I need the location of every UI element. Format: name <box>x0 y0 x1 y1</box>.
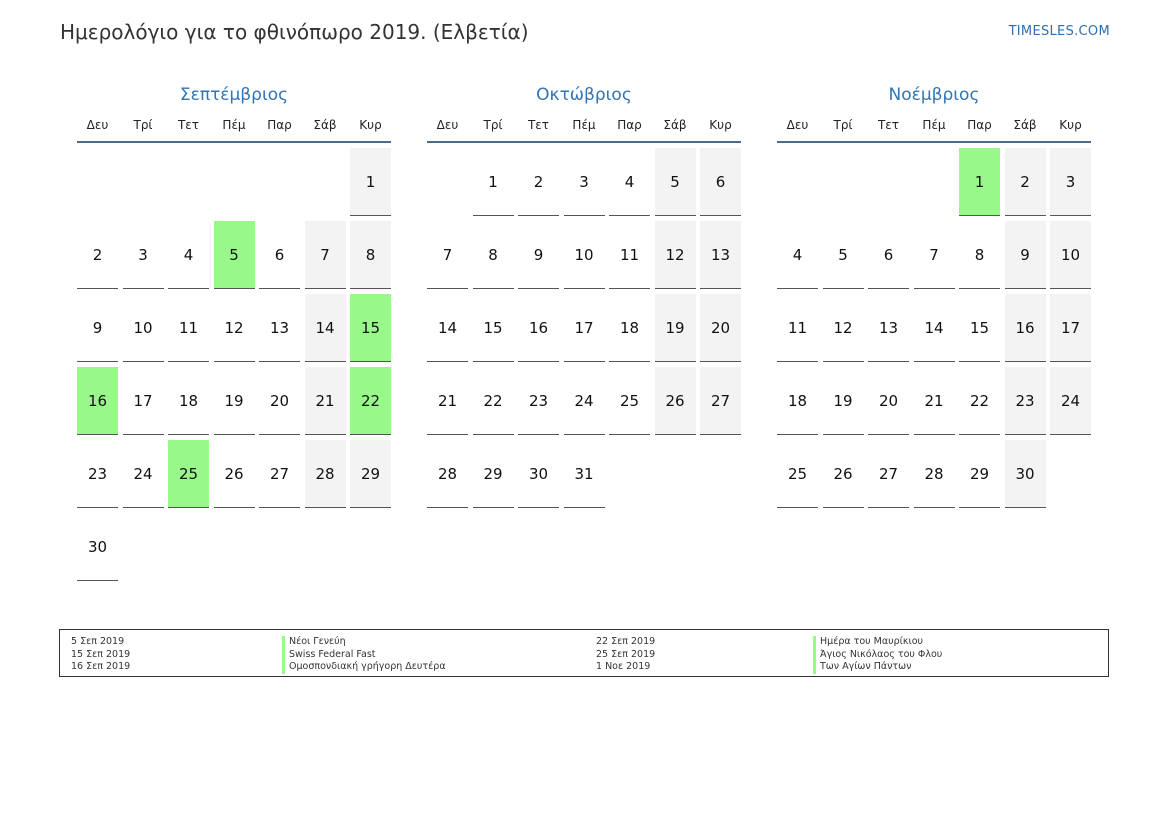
weekday-label: Πέμ <box>222 117 246 132</box>
day-cell[interactable]: 5 <box>823 221 864 289</box>
holiday-legend <box>59 629 1109 677</box>
legend-holiday-name: Swiss Federal Fast <box>282 649 446 662</box>
month-title: Οκτώβριος <box>536 85 632 105</box>
day-cell[interactable]: 30 <box>1005 440 1046 508</box>
day-cell[interactable]: 16 <box>1005 294 1046 362</box>
weekday-label: Τετ <box>527 117 550 132</box>
day-cell[interactable]: 17 <box>564 294 605 362</box>
empty-cell <box>777 148 818 216</box>
weekday-label: Σάβ <box>663 117 687 132</box>
day-cell[interactable]: 6 <box>868 221 909 289</box>
day-cell[interactable]: 20 <box>868 367 909 435</box>
day-cell[interactable]: 18 <box>168 367 209 435</box>
day-cell[interactable]: 15 <box>959 294 1000 362</box>
legend-date: 5 Σεπ 2019 <box>71 636 125 647</box>
day-cell[interactable]: 25 <box>609 367 650 435</box>
empty-cell <box>168 148 209 216</box>
weekday-label: Παρ <box>617 117 642 132</box>
day-cell[interactable]: 14 <box>305 294 346 362</box>
weekday-label: Κυρ <box>709 117 732 132</box>
day-cell[interactable]: 20 <box>700 294 741 362</box>
days-grid <box>427 148 741 508</box>
day-cell[interactable]: 9 <box>1005 221 1046 289</box>
day-cell[interactable]: 19 <box>823 367 864 435</box>
weekday-header <box>777 108 1091 143</box>
weekday-label: Παρ <box>267 117 292 132</box>
day-cell[interactable]: 28 <box>305 440 346 508</box>
empty-cell <box>868 148 909 216</box>
day-cell[interactable]: 4 <box>777 221 818 289</box>
day-cell[interactable]: 24 <box>564 367 605 435</box>
day-cell[interactable]: 4 <box>609 148 650 216</box>
day-cell[interactable]: 2 <box>1005 148 1046 216</box>
day-cell[interactable]: 4 <box>168 221 209 289</box>
weekday-label: Κυρ <box>359 117 382 132</box>
day-cell[interactable]: 18 <box>777 367 818 435</box>
month-november <box>777 82 1091 508</box>
weekday-label: Δευ <box>86 117 109 132</box>
holiday-day-cell[interactable]: 1 <box>959 148 1000 216</box>
day-cell[interactable]: 12 <box>823 294 864 362</box>
legend-names-right <box>813 636 942 674</box>
day-cell[interactable]: 17 <box>123 367 164 435</box>
month-title: Σεπτέμβριος <box>179 85 289 105</box>
day-cell[interactable]: 22 <box>473 367 514 435</box>
days-grid <box>77 148 391 581</box>
day-cell[interactable]: 5 <box>655 148 696 216</box>
day-cell[interactable]: 6 <box>700 148 741 216</box>
day-cell[interactable]: 8 <box>959 221 1000 289</box>
day-cell[interactable]: 30 <box>77 513 118 581</box>
weekday-label: Τρί <box>133 117 153 132</box>
day-cell[interactable]: 11 <box>168 294 209 362</box>
weekday-label: Πέμ <box>572 117 596 132</box>
days-grid <box>777 148 1091 508</box>
legend-date: 15 Σεπ 2019 <box>71 648 131 660</box>
day-cell[interactable]: 1 <box>350 148 391 216</box>
day-cell[interactable]: 12 <box>655 221 696 289</box>
weekday-header <box>427 108 741 143</box>
day-cell[interactable]: 27 <box>259 440 300 508</box>
legend-holiday-name: Ημέρα του Μαυρίκιου <box>813 636 942 649</box>
day-cell[interactable]: 26 <box>214 440 255 508</box>
day-cell[interactable]: 2 <box>518 148 559 216</box>
day-cell[interactable]: 11 <box>777 294 818 362</box>
day-cell[interactable]: 23 <box>518 367 559 435</box>
day-cell[interactable]: 2 <box>77 221 118 289</box>
day-cell[interactable]: 1 <box>473 148 514 216</box>
day-cell[interactable]: 11 <box>609 221 650 289</box>
day-cell[interactable]: 20 <box>259 367 300 435</box>
day-cell[interactable]: 23 <box>77 440 118 508</box>
day-cell[interactable]: 28 <box>914 440 955 508</box>
day-cell[interactable]: 6 <box>259 221 300 289</box>
page-title: Ημερολόγιο για το φθινόπωρο 2019. (Ελβετία) <box>60 20 529 44</box>
legend-holiday-name: Των Αγίων Πάντων <box>813 661 942 674</box>
day-cell[interactable]: 21 <box>427 367 468 435</box>
month-october <box>427 82 741 508</box>
day-cell[interactable]: 14 <box>427 294 468 362</box>
day-cell[interactable]: 13 <box>259 294 300 362</box>
day-cell[interactable]: 14 <box>914 294 955 362</box>
weekday-label: Σάβ <box>1013 117 1037 132</box>
day-cell[interactable]: 21 <box>914 367 955 435</box>
day-cell[interactable]: 17 <box>1050 294 1091 362</box>
holiday-day-cell[interactable]: 22 <box>350 367 391 435</box>
day-cell[interactable]: 27 <box>868 440 909 508</box>
legend-date: 1 Νοε 2019 <box>596 661 651 672</box>
empty-cell <box>77 148 118 216</box>
day-cell[interactable]: 13 <box>868 294 909 362</box>
day-cell[interactable]: 7 <box>914 221 955 289</box>
legend-date: 22 Σεπ 2019 <box>596 636 656 647</box>
holiday-day-cell[interactable]: 16 <box>77 367 118 435</box>
day-cell[interactable]: 19 <box>655 294 696 362</box>
day-cell[interactable]: 29 <box>350 440 391 508</box>
day-cell[interactable]: 25 <box>777 440 818 508</box>
day-cell[interactable]: 3 <box>564 148 605 216</box>
empty-cell <box>823 148 864 216</box>
holiday-day-cell[interactable]: 5 <box>214 221 255 289</box>
empty-cell <box>214 148 255 216</box>
legend-date: 16 Σεπ 2019 <box>71 661 131 672</box>
day-cell[interactable]: 26 <box>823 440 864 508</box>
holiday-day-cell[interactable]: 15 <box>350 294 391 362</box>
empty-cell <box>259 148 300 216</box>
empty-cell <box>914 148 955 216</box>
day-cell[interactable]: 3 <box>123 221 164 289</box>
legend-holiday-name: Άγιος Νικόλαος του Φλου <box>813 649 942 662</box>
month-title: Νοέμβριος <box>888 85 980 105</box>
weekday-label: Τρί <box>483 117 503 132</box>
day-cell[interactable]: 28 <box>427 440 468 508</box>
legend-holiday-name: Νέοι Γενεύη <box>282 636 446 649</box>
day-cell[interactable]: 15 <box>473 294 514 362</box>
day-cell[interactable]: 10 <box>123 294 164 362</box>
legend-date: 25 Σεπ 2019 <box>596 648 656 660</box>
weekday-label: Κυρ <box>1059 117 1082 132</box>
day-cell[interactable]: 10 <box>1050 221 1091 289</box>
day-cell[interactable]: 18 <box>609 294 650 362</box>
legend-holiday-name: Ομοσπονδιακή γρήγορη Δευτέρα <box>282 661 446 674</box>
day-cell[interactable]: 12 <box>214 294 255 362</box>
day-cell[interactable]: 7 <box>427 221 468 289</box>
day-cell[interactable]: 10 <box>564 221 605 289</box>
day-cell[interactable]: 29 <box>959 440 1000 508</box>
day-cell[interactable]: 3 <box>1050 148 1091 216</box>
day-cell[interactable]: 23 <box>1005 367 1046 435</box>
empty-cell <box>305 148 346 216</box>
site-link[interactable]: TIMESLES.COM <box>1008 24 1110 39</box>
weekday-label: Παρ <box>967 117 992 132</box>
weekday-label: Σάβ <box>313 117 337 132</box>
day-cell[interactable]: 26 <box>655 367 696 435</box>
month-september <box>77 82 391 581</box>
day-cell[interactable]: 21 <box>305 367 346 435</box>
weekday-label: Τρί <box>833 117 853 132</box>
day-cell[interactable]: 9 <box>518 221 559 289</box>
legend-names-left <box>282 636 446 674</box>
weekday-label: Δευ <box>786 117 809 132</box>
empty-cell <box>427 148 468 216</box>
day-cell[interactable]: 16 <box>518 294 559 362</box>
weekday-label: Πέμ <box>922 117 946 132</box>
day-cell[interactable]: 19 <box>214 367 255 435</box>
day-cell[interactable]: 27 <box>700 367 741 435</box>
day-cell[interactable]: 8 <box>473 221 514 289</box>
legend-dates-left <box>71 636 130 674</box>
weekday-header <box>77 108 391 143</box>
empty-cell <box>123 148 164 216</box>
day-cell[interactable]: 29 <box>473 440 514 508</box>
weekday-label: Δευ <box>436 117 459 132</box>
day-cell[interactable]: 9 <box>77 294 118 362</box>
day-cell[interactable]: 22 <box>959 367 1000 435</box>
day-cell[interactable]: 30 <box>518 440 559 508</box>
holiday-day-cell[interactable]: 25 <box>168 440 209 508</box>
weekday-label: Τετ <box>877 117 900 132</box>
day-cell[interactable]: 8 <box>350 221 391 289</box>
day-cell[interactable]: 24 <box>123 440 164 508</box>
day-cell[interactable]: 13 <box>700 221 741 289</box>
day-cell[interactable]: 7 <box>305 221 346 289</box>
day-cell[interactable]: 31 <box>564 440 605 508</box>
legend-dates-right <box>596 636 655 674</box>
weekday-label: Τετ <box>177 117 200 132</box>
day-cell[interactable]: 24 <box>1050 367 1091 435</box>
